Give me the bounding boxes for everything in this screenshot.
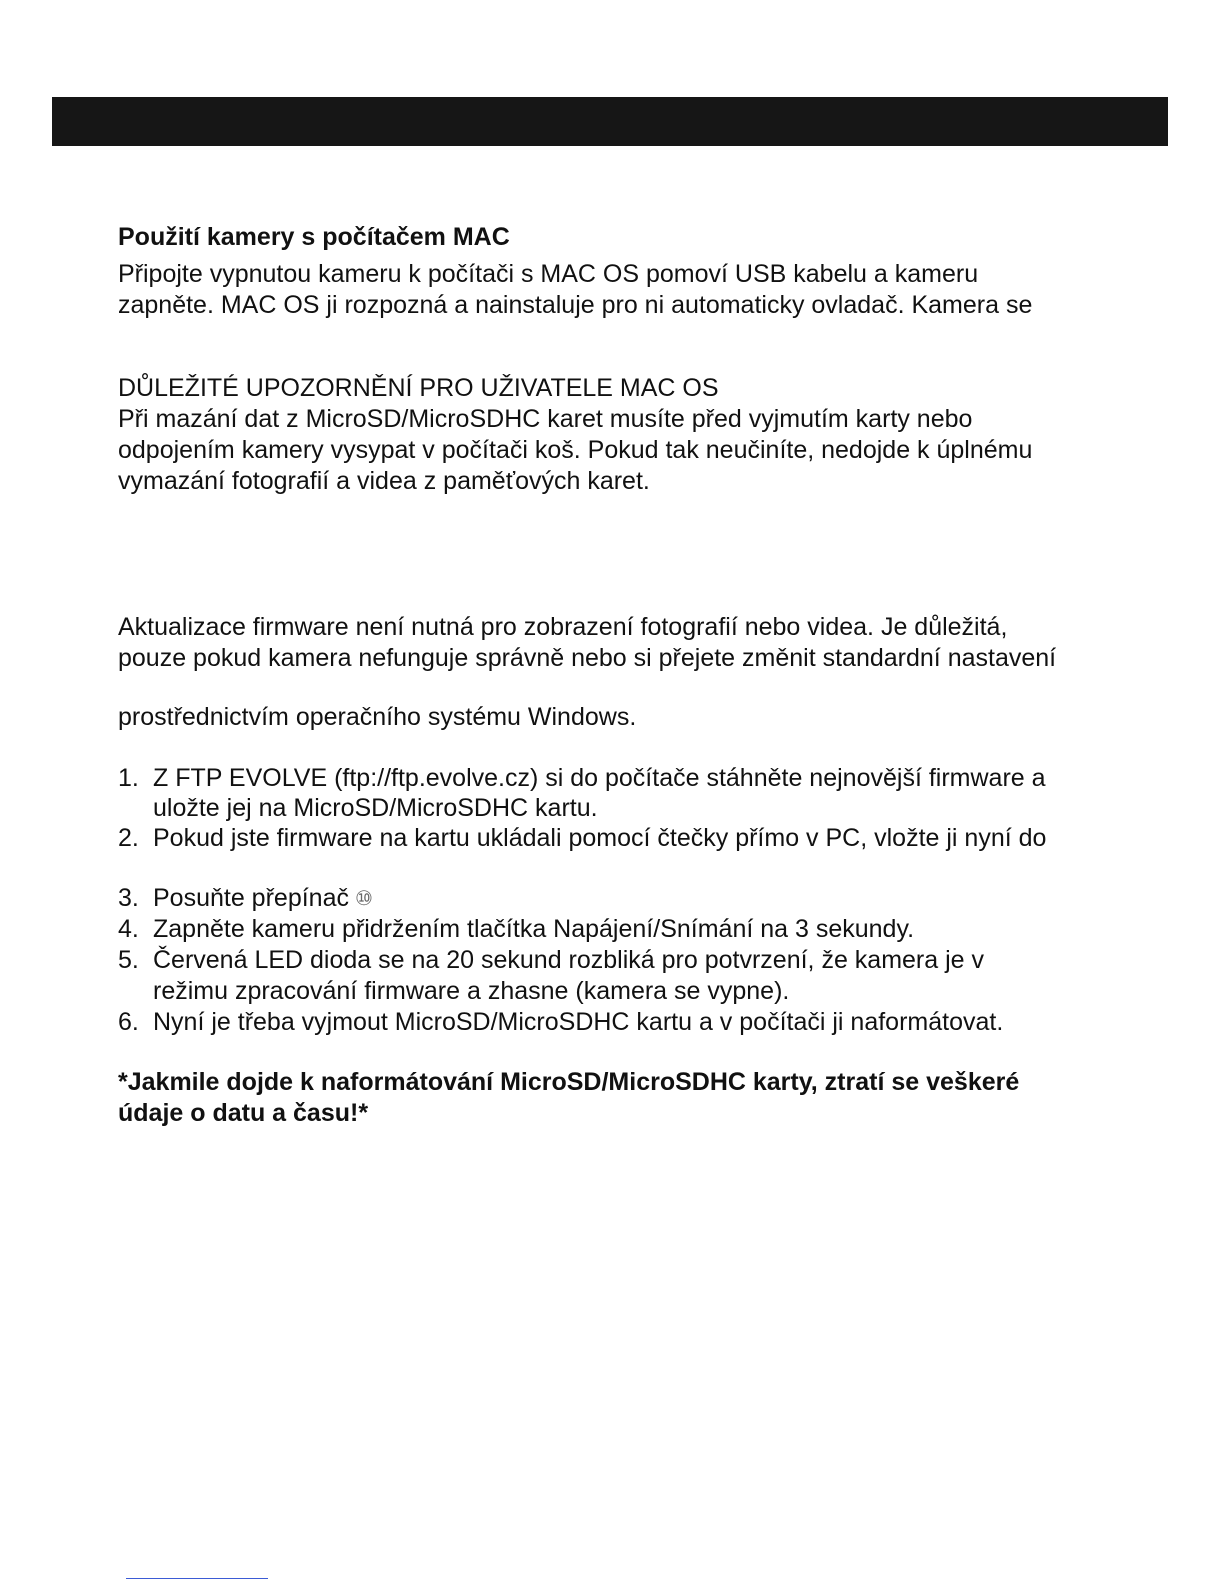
mac-section-line-1: Připojte vypnutou kameru k počítači s MAC OS pomoví USB kabelu a kameru: [118, 260, 979, 288]
header-bar: [52, 97, 1168, 146]
marker-10-icon: ⑩: [354, 888, 373, 910]
notice-line-2: odpojením kamery vysypat v počítači koš. Pokud tak neučiníte, nedojde k úplnému: [118, 436, 1033, 464]
mac-section-heading: Použití kamery s počítačem MAC: [118, 223, 510, 251]
step-number: 6.: [118, 1008, 139, 1036]
notice-line-3: vymazání fotografií a videa z paměťových karet.: [118, 467, 650, 495]
step-text: Pokud jste firmware na kartu ukládali pomocí čtečky přímo v PC, vložte ji nyní do: [153, 824, 1047, 852]
step-number: 3.: [118, 884, 139, 912]
notice-heading: DŮLEŽITÉ UPOZORNĚNÍ PRO UŽIVATELE MAC OS: [118, 374, 719, 402]
step-number: 2.: [118, 824, 139, 852]
step-number: 1.: [118, 764, 139, 792]
warning-line-1: *Jakmile dojde k naformátování MicroSD/MicroSDHC karty, ztratí se veškeré: [118, 1068, 1020, 1096]
step-text: Nyní je třeba vyjmout MicroSD/MicroSDHC kartu a v počítači ji naformátovat.: [153, 1008, 1004, 1036]
notice-line-1: Při mazání dat z MicroSD/MicroSDHC karet musíte před vyjmutím karty nebo: [118, 405, 973, 433]
step-text: Zapněte kameru přidržením tlačítka Napájení/Snímání na 3 sekundy.: [153, 915, 915, 943]
firmware-line-2: pouze pokud kamera nefunguje správně nebo si přejete změnit standardní nastavení: [118, 644, 1057, 672]
step-text: Červená LED dioda se na 20 sekund rozbliká pro potvrzení, že kamera je v: [153, 946, 985, 974]
mac-section-line-2: zapněte. MAC OS ji rozpozná a nainstaluje pro ni automaticky ovladač. Kamera se: [118, 291, 1033, 319]
step-text-row: [153, 883, 373, 913]
footer-divider: [126, 1578, 268, 1579]
firmware-line-3: prostřednictvím operačního systému Windows.: [118, 703, 637, 731]
step-text: režimu zpracování firmware a zhasne (kamera se vypne).: [153, 977, 790, 1005]
step-text: Posuňte přepínač: [153, 884, 349, 912]
step-number: 5.: [118, 946, 139, 974]
step-text: uložte jej na MicroSD/MicroSDHC kartu.: [153, 794, 598, 822]
step-text: Z FTP EVOLVE (ftp://ftp.evolve.cz) si do počítače stáhněte nejnovější firmware a: [153, 764, 1046, 792]
step-number: 4.: [118, 915, 139, 943]
warning-line-2: údaje o datu a času!*: [118, 1099, 369, 1127]
firmware-line-1: Aktualizace firmware není nutná pro zobrazení fotografií nebo videa. Je důležitá,: [118, 613, 1008, 641]
